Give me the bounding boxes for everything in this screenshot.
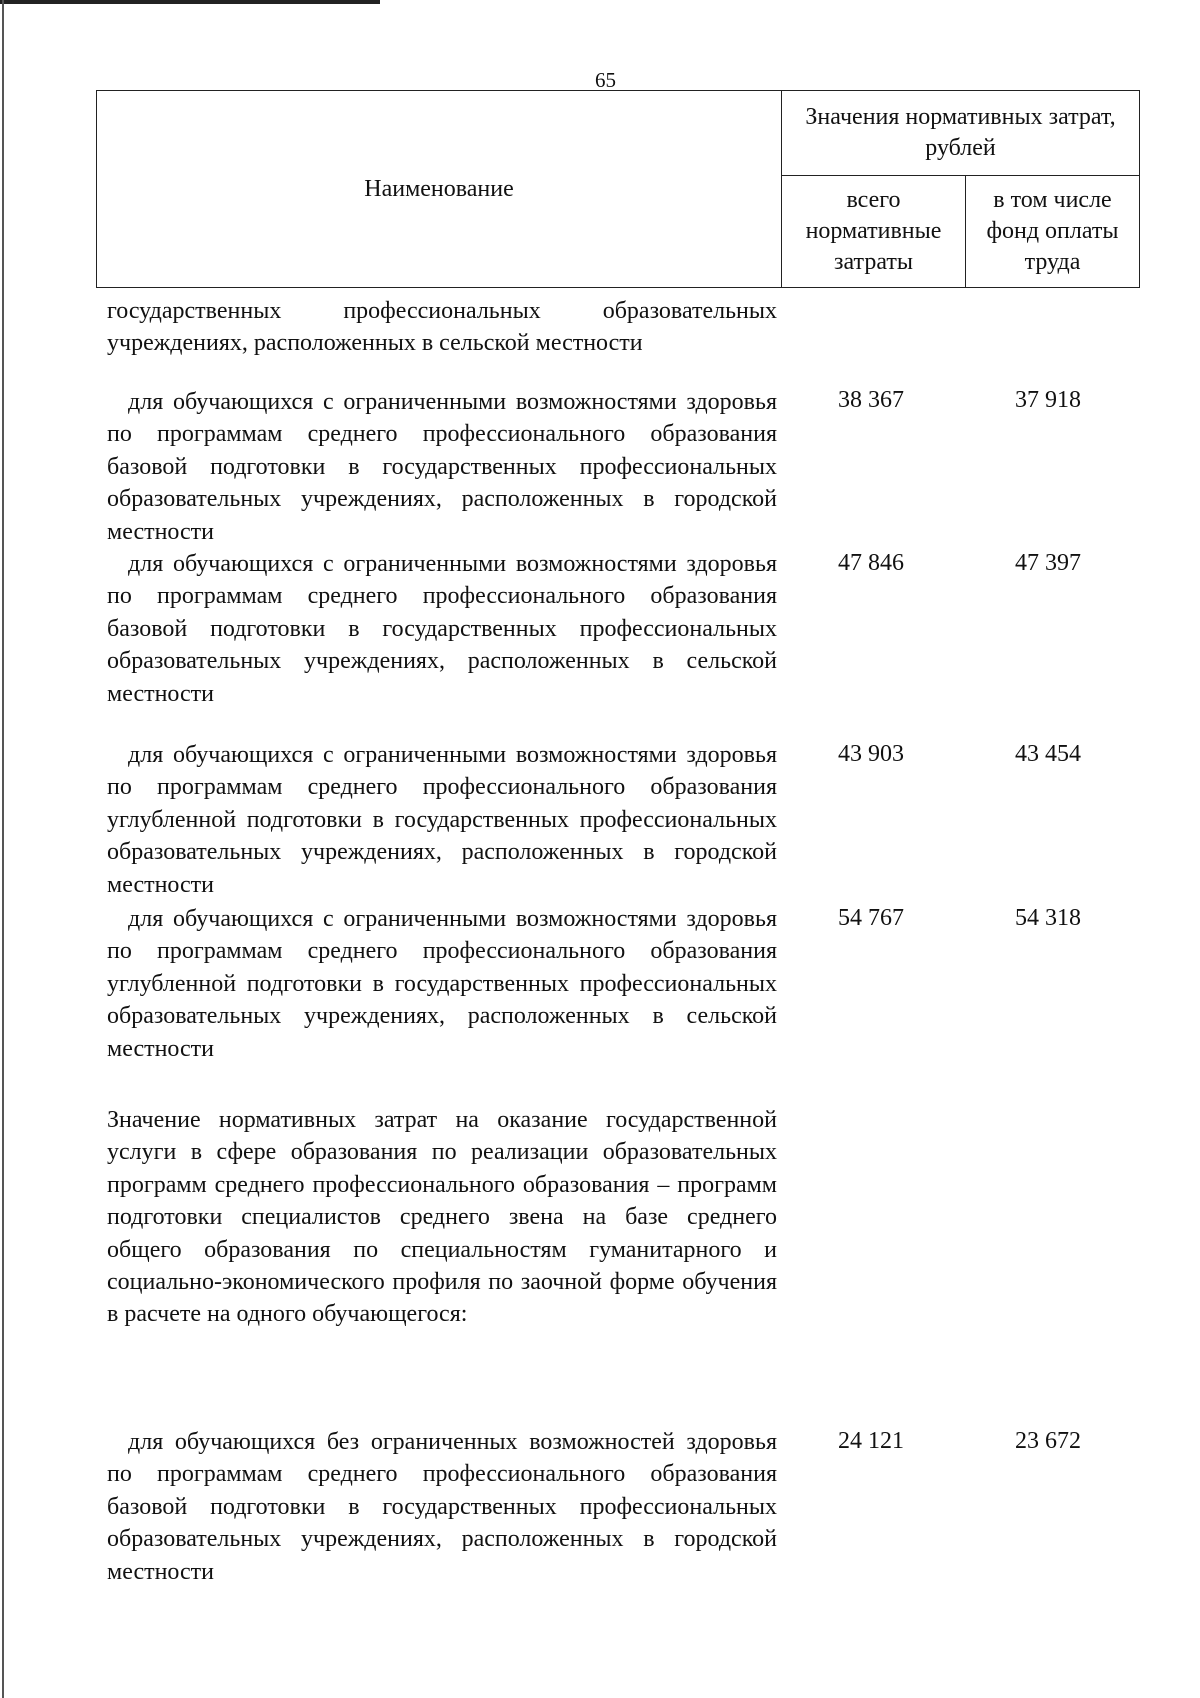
table-cell-total: 24 121: [838, 1428, 904, 1454]
table-row-text: государственных профессиональных образовательных учреждениях, расположенных в сельской местности: [107, 298, 777, 357]
scan-edge: [0, 0, 380, 4]
scan-edge: [2, 0, 4, 1698]
table-cell-wage: 47 397: [1015, 550, 1081, 576]
table-row-text: для обучающихся с ограниченными возможностями здоровья по программам среднего профессионального образования базовой подготовки в государственных профессиональных образовательных учреждениях, расположенных в сельской местности: [107, 551, 777, 707]
table-cell-total: 43 903: [838, 741, 904, 767]
table-cell-wage: 54 318: [1015, 905, 1081, 931]
page-number: 65: [595, 68, 616, 92]
table-row-text: для обучающихся с ограниченными возможностями здоровья по программам среднего профессионального образования углубленной подготовки в государственных профессиональных образовательных учреждениях, расположенных в сельской местности: [107, 906, 777, 1062]
column-header-wage-fund: в том числе фонд оплаты труда: [966, 176, 1140, 288]
table-cell-wage: 23 672: [1015, 1428, 1081, 1454]
table-row-text: для обучающихся с ограниченными возможностями здоровья по программам среднего профессионального образования базовой подготовки в государственных профессиональных образовательных учреждениях, расположенных в городской местности: [107, 389, 777, 545]
table-cell-total: 47 846: [838, 550, 904, 576]
table-cell-wage: 37 918: [1015, 387, 1081, 413]
column-header-values: Значения нормативных затрат, рублей: [782, 91, 1140, 176]
column-header-total: всего нормативные затраты: [782, 176, 966, 288]
table-row-text: для обучающихся без ограниченных возможностей здоровья по программам среднего профессионального образования базовой подготовки в государственных профессиональных образовательных учреждениях, расположенных в городской местности: [107, 1429, 777, 1585]
column-header-name: Наименование: [97, 91, 782, 288]
table-header: [96, 90, 1140, 288]
table-row-text: для обучающихся с ограниченными возможностями здоровья по программам среднего профессионального образования углубленной подготовки в государственных профессиональных образовательных учреждениях, расположенных в городской местности: [107, 742, 777, 898]
table-cell-total: 38 367: [838, 387, 904, 413]
section-heading: Значение нормативных затрат на оказание государственной услуги в сфере образования по реализации образовательных программ среднего профессионального образования – программ подготовки специалистов среднего звена на базе среднего общего образования по специальностям гуманитарного и социально-экономического профиля по заочной форме обучения в расчете на одного обучающегося:: [107, 1107, 777, 1328]
table-cell-total: 54 767: [838, 905, 904, 931]
table-cell-wage: 43 454: [1015, 741, 1081, 767]
